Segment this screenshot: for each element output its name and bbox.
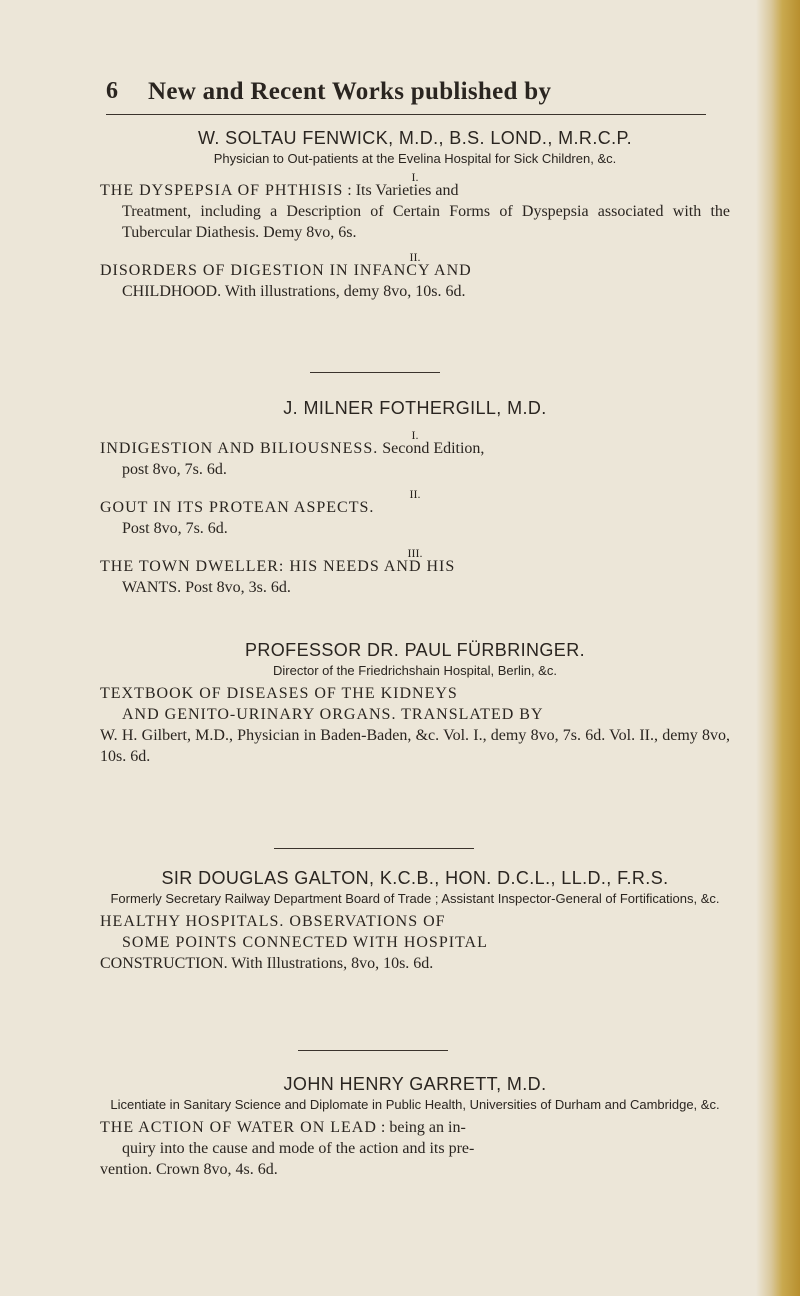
work-entry — [100, 180, 730, 243]
work-title-tail: : Its Varieties and — [347, 182, 459, 200]
author-affiliation: Physician to Out-patients at the Evelina Hospital for Sick Children, &c. — [213, 151, 617, 166]
work-details-tail: vention. Crown 8vo, 4s. 6d. — [100, 1161, 278, 1179]
work-details: WANTS. Post 8vo, 3s. 6d. — [122, 579, 291, 596]
work-numeral: II. — [409, 250, 421, 265]
page-edge — [756, 0, 800, 1296]
author-affiliation: Director of the Friedrichshain Hospital, Berlin, &c. — [273, 663, 557, 678]
section-fothergill — [100, 398, 730, 598]
author-name: PROFESSOR DR. PAUL FÜRBRINGER. — [244, 640, 586, 660]
work-details: Post 8vo, 7s. 6d. — [122, 520, 228, 537]
running-head: New and Recent Works published by — [148, 78, 552, 105]
work-numeral: I. — [411, 428, 419, 442]
work-title: INDIGESTION AND BILIOUSNESS. — [100, 440, 379, 457]
work-details: post 8vo, 7s. 6d. — [122, 461, 227, 478]
page-header — [106, 72, 726, 112]
work-title: HEALTHY HOSPITALS. OBSERVATIONS OF — [100, 913, 446, 931]
author-name: W. SOLTAU FENWICK, M.D., B.S. LOND., M.R.C.P. — [197, 128, 633, 148]
section-divider — [274, 848, 474, 849]
section-galton — [100, 868, 730, 974]
section-divider — [298, 1050, 448, 1051]
author-name: SIR DOUGLAS GALTON, K.C.B., HON. D.C.L., LL.D., F.R.S. — [161, 868, 669, 888]
author-name: J. MILNER FOTHERGILL, M.D. — [283, 398, 547, 418]
section-garrett — [100, 1074, 730, 1180]
work-entry — [100, 1117, 730, 1180]
work-details-tail: W. H. Gilbert, M.D., Physician in Baden-Baden, &c. Vol. I., demy 8vo, 7s. 6d. Vol. II., demy 8vo, 10s. 6d. — [100, 727, 730, 766]
work-details: AND GENITO-URINARY ORGANS. TRANSLATED BY — [122, 706, 544, 724]
work-entry — [100, 911, 730, 974]
work-entry — [100, 683, 730, 767]
work-numeral: I. — [411, 170, 419, 185]
section-furbringer — [100, 640, 730, 767]
page-number: 6 — [106, 78, 118, 104]
work-numeral: II. — [409, 487, 421, 501]
work-details: CHILDHOOD. With illustrations, demy 8vo, 10s. 6d. — [122, 283, 466, 301]
work-details: Treatment, including a Description of Certain Forms of Dyspepsia associated with the Tubercular Diathesis. Demy 8vo, 6s. — [122, 203, 730, 242]
header-rule — [106, 114, 706, 115]
work-title: GOUT IN ITS PROTEAN ASPECTS. — [100, 499, 375, 516]
work-entry — [100, 260, 730, 302]
work-title-tail: : being an in- — [380, 1119, 466, 1137]
author-affiliation: Formerly Secretary Railway Department Board of Trade ; Assistant Inspector-General of Fortifications, &c. — [110, 891, 720, 906]
work-title: THE ACTION OF WATER ON LEAD — [100, 1119, 377, 1137]
author-name: JOHN HENRY GARRETT, M.D. — [283, 1074, 547, 1094]
author-affiliation: Licentiate in Sanitary Science and Diplomate in Public Health, Universities of Durham and Cambridge, &c. — [110, 1097, 720, 1112]
work-details-tail: CONSTRUCTION. With Illustrations, 8vo, 10s. 6d. — [100, 955, 434, 973]
work-numeral: III. — [407, 546, 423, 560]
work-title: DISORDERS OF DIGESTION IN INFANCY AND — [100, 262, 472, 280]
work-title: THE TOWN DWELLER: HIS NEEDS AND HIS — [100, 558, 456, 575]
section-divider — [310, 372, 440, 373]
work-entry — [100, 438, 730, 480]
work-details: quiry into the cause and mode of the action and its pre- — [122, 1140, 475, 1158]
work-details: SOME POINTS CONNECTED WITH HOSPITAL — [122, 934, 488, 952]
work-title-tail: Second Edition, — [382, 440, 485, 457]
section-fenwick — [100, 128, 730, 302]
work-entry — [100, 497, 730, 539]
work-title: TEXTBOOK OF DISEASES OF THE KIDNEYS — [100, 685, 458, 703]
work-title: THE DYSPEPSIA OF PHTHISIS — [100, 182, 344, 200]
work-entry — [100, 556, 730, 598]
